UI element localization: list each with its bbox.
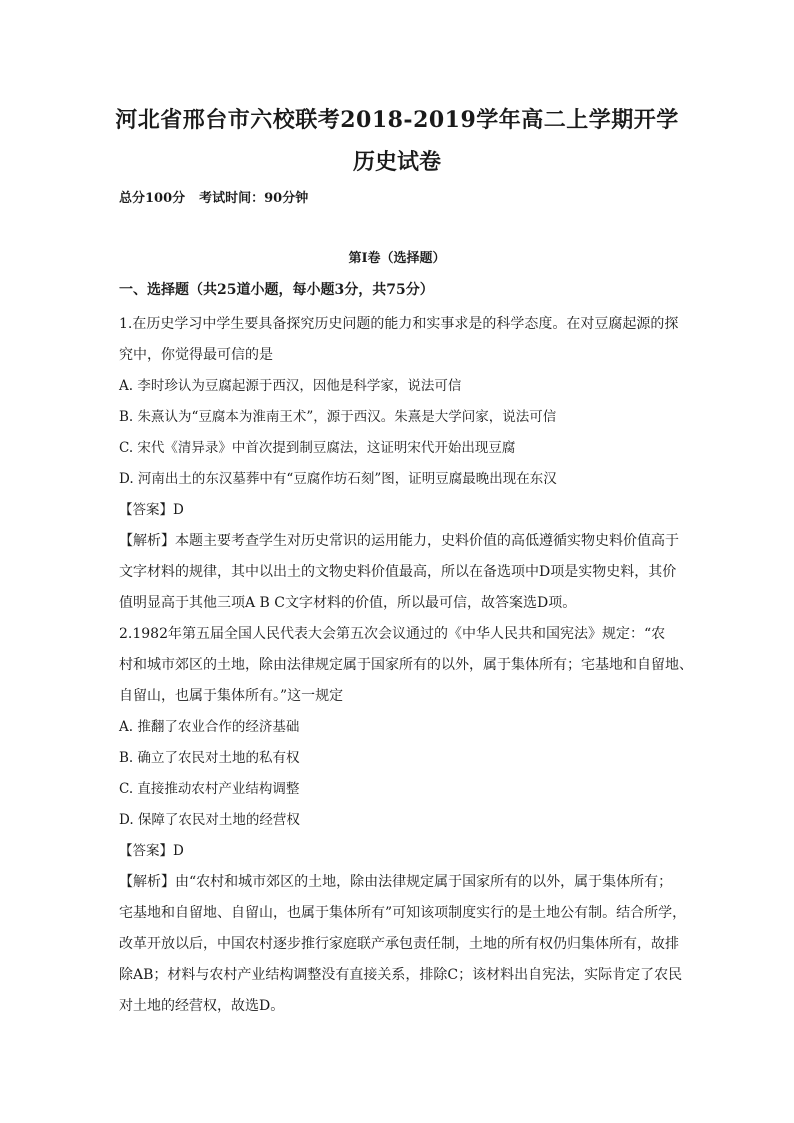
option-c: C. 宋代《清异录》中首次提到制豆腐法，这证明宋代开始出现豆腐 bbox=[119, 440, 516, 456]
analysis-line: 宅基地和自留地、自留山，也属于集体所有”可知该项制度实行的是土地公有制。结合所学， bbox=[119, 905, 687, 921]
answer: 【答案】D bbox=[119, 843, 184, 859]
analysis-line: 对土地的经营权，故选D。 bbox=[119, 998, 285, 1014]
option-a: A. 李时珍认为豆腐起源于西汉，因他是科学家，说法可信 bbox=[119, 378, 462, 394]
exam-subtitle: 历史试卷 bbox=[352, 149, 441, 175]
question-stem-line: 究中，你觉得最可信的是 bbox=[119, 347, 273, 363]
total-score: 总分100分 bbox=[119, 191, 186, 206]
part-title: 一、选择题（共25道小题，每小题3分，共75分） bbox=[119, 282, 434, 298]
question-stem-line: 2.1982年第五届全国人民代表大会第五次会议通过的《中华人民共和国宪法》规定：“农 bbox=[119, 626, 666, 642]
question-stem-line: 1.在历史学习中学生要具备探究历史问题的能力和实事求是的科学态度。在对豆腐起源的探 bbox=[119, 316, 679, 332]
analysis-line: 改革开放以后，中国农村逐步推行家庭联产承包责任制，土地的所有权仍归集体所有，故排 bbox=[119, 936, 679, 952]
option-a: A. 推翻了农业合作的经济基础 bbox=[119, 719, 300, 735]
section-title: 第Ⅰ卷（选择题） bbox=[348, 251, 446, 266]
question-2 bbox=[119, 619, 693, 1022]
question-1 bbox=[119, 309, 679, 619]
analysis-line: 除AB；材料与农村产业结构调整没有直接关系，排除C；该材料出自宪法，实际肯定了农民 bbox=[119, 967, 683, 983]
analysis-line: 【解析】由“农村和城市郊区的土地，除由法律规定属于国家所有的以外，属于集体所有； bbox=[119, 874, 673, 890]
option-c: C. 直接推动农村产业结构调整 bbox=[119, 781, 300, 797]
question-stem-line: 村和城市郊区的土地，除由法律规定属于国家所有的以外，属于集体所有；宅基地和自留地、 bbox=[119, 657, 693, 673]
answer: 【答案】D bbox=[119, 502, 184, 518]
exam-time: 考试时间：90分钟 bbox=[199, 191, 309, 206]
exam-title: 河北省邢台市六校联考2018-2019学年高二上学期开学 bbox=[115, 107, 679, 133]
option-b: B. 确立了农民对土地的私有权 bbox=[119, 750, 300, 766]
analysis-line: 文字材料的规律，其中以出土的文物史料价值最高，所以在备选项中D项是实物史料，其价 bbox=[119, 564, 677, 580]
option-d: D. 河南出土的东汉墓葬中有“豆腐作坊石刻”图，证明豆腐最晚出现在东汉 bbox=[119, 471, 557, 487]
option-b: B. 朱熹认为“豆腐本为淮南王术”，源于西汉。朱熹是大学问家，说法可信 bbox=[119, 409, 557, 425]
exam-meta bbox=[119, 187, 308, 206]
analysis-line: 值明显高于其他三项A B C文字材料的价值，所以最可信，故答案选D项。 bbox=[119, 595, 577, 611]
analysis-line: 【解析】本题主要考查学生对历史常识的运用能力，史料价值的高低遵循实物史料价值高于 bbox=[119, 533, 679, 549]
option-d: D. 保障了农民对土地的经营权 bbox=[119, 812, 300, 828]
question-stem-line: 自留山，也属于集体所有。”这一规定 bbox=[119, 688, 344, 704]
